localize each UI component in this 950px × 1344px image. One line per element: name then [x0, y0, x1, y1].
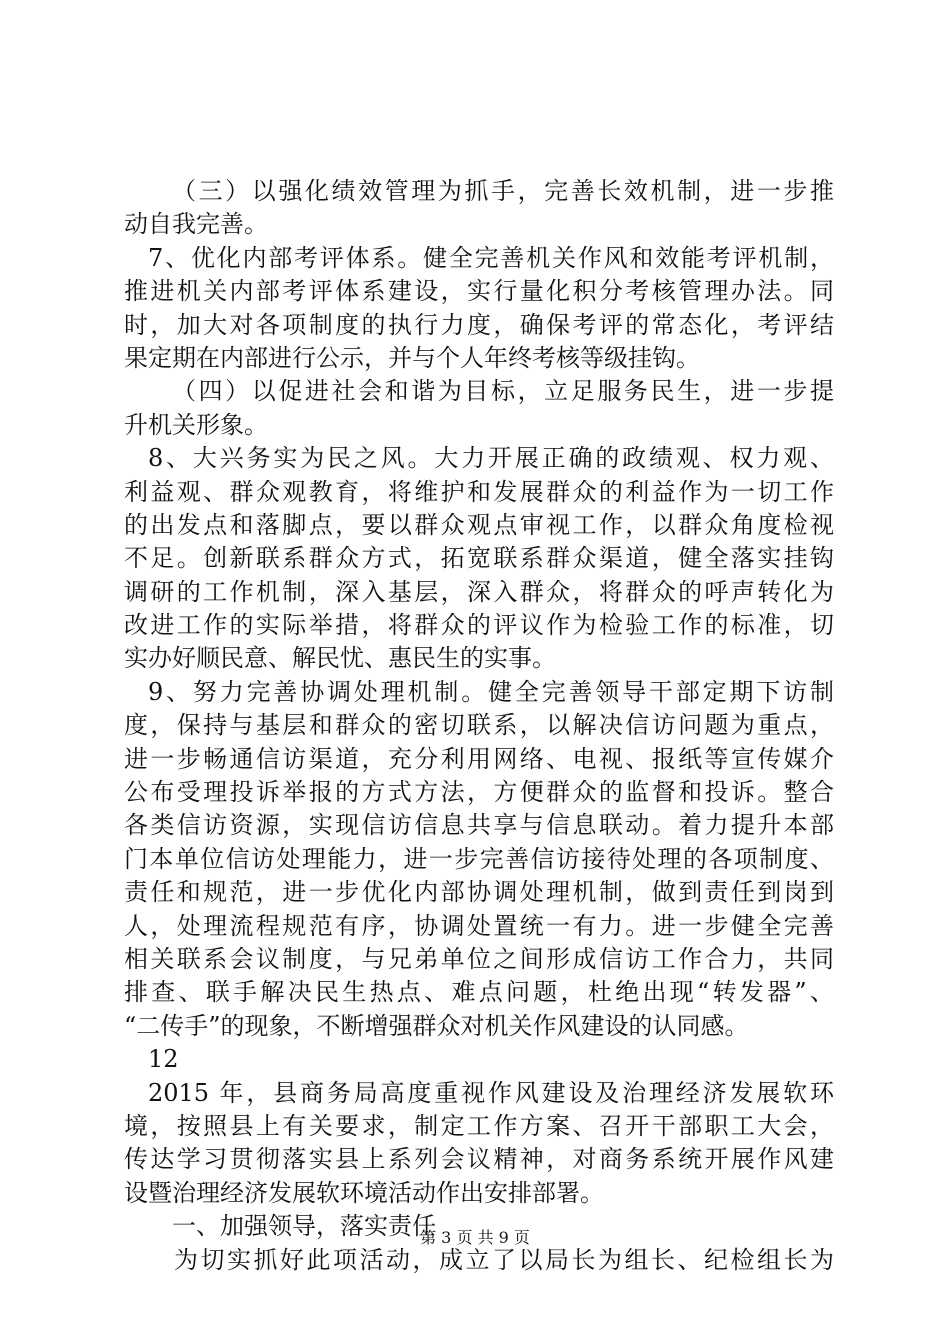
text-line: 时，加大对各项制度的执行力度，确保考评的常态化，考评结	[124, 310, 834, 339]
text-line: 的出发点和落脚点，要以群众观点审视工作，以群众角度检视	[124, 510, 834, 539]
paragraph-8-start: 8、大兴务实为民之风。大力开展正确的政绩观、权力观、	[148, 444, 834, 473]
section-heading-1: 一、加强领导，落实责任	[172, 1212, 436, 1241]
paragraph-2015-start: 2015 年，县商务局高度重视作风建设及治理经济发展软环	[148, 1078, 834, 1107]
text-line: “二传手”的现象，不断增强群众对机关作风建设的认同感。	[124, 1011, 749, 1040]
text-line: 度，保持与基层和群众的密切联系，以解决信访问题为重点，	[124, 711, 834, 740]
text-line: 不足。创新联系群众方式，拓宽联系群众渠道，健全落实挂钩	[124, 544, 834, 573]
text-line: 相关联系会议制度，与兄弟单位之间形成信访工作合力，共同	[124, 944, 834, 973]
text-line: 人，处理流程规范有序，协调处置统一有力。进一步健全完善	[124, 911, 834, 940]
text-line: 进一步畅通信访渠道，充分利用网络、电视、报纸等宣传媒介	[124, 744, 834, 773]
paragraph-9-start: 9、努力完善协调处理机制。健全完善领导干部定期下访制	[148, 677, 834, 706]
page-footer: 第 3 页 共 9 页	[420, 1228, 530, 1247]
text-line: 实办好顺民意、解民忧、惠民生的实事。	[124, 644, 556, 673]
text-line: 责任和规范，进一步优化内部协调处理机制，做到责任到岗到	[124, 878, 834, 907]
text-line: 改进工作的实际举措，将群众的评议作为检验工作的标准，切	[124, 611, 834, 640]
text-line: 境，按照县上有关要求，制定工作方案、召开干部职工大会，	[124, 1111, 834, 1140]
paragraph-7-start: 7、优化内部考评体系。健全完善机关作风和效能考评机制，	[148, 243, 834, 272]
text-line: 排查、联手解决民生热点、难点问题，杜绝出现“转发器”、	[124, 978, 834, 1007]
text-line: 传达学习贯彻落实县上系列会议精神，对商务系统开展作风建	[124, 1145, 834, 1174]
section-heading-4: （四）以促进社会和谐为目标，立足服务民生，进一步提	[172, 377, 834, 406]
document-body	[124, 175, 834, 1277]
section-number: 12	[148, 1045, 179, 1074]
text-line: 各类信访资源，实现信访信息共享与信息联动。着力提升本部	[124, 811, 834, 840]
text-line: 设暨治理经济发展软环境活动作出安排部署。	[124, 1178, 604, 1207]
text-line: 门本单位信访处理能力，进一步完善信访接待处理的各项制度、	[124, 844, 834, 873]
text-line: 升机关形象。	[124, 410, 268, 439]
section-heading-3: （三）以强化绩效管理为抓手，完善长效机制，进一步推	[172, 177, 834, 205]
text-line: 果定期在内部进行公示，并与个人年终考核等级挂钩。	[124, 343, 700, 372]
text-line: 公布受理投诉举报的方式方法，方便群众的监督和投诉。整合	[124, 778, 834, 807]
text-line: 动自我完善。	[124, 210, 268, 239]
text-line: 为切实抓好此项活动，成立了以局长为组长、纪检组长为	[174, 1245, 834, 1274]
text-line: 调研的工作机制，深入基层，深入群众，将群众的呼声转化为	[124, 577, 834, 606]
text-line: 推进机关内部考评体系建设，实行量化积分考核管理办法。同	[124, 277, 834, 306]
text-line: 利益观、群众观教育，将维护和发展群众的利益作为一切工作	[124, 477, 834, 506]
